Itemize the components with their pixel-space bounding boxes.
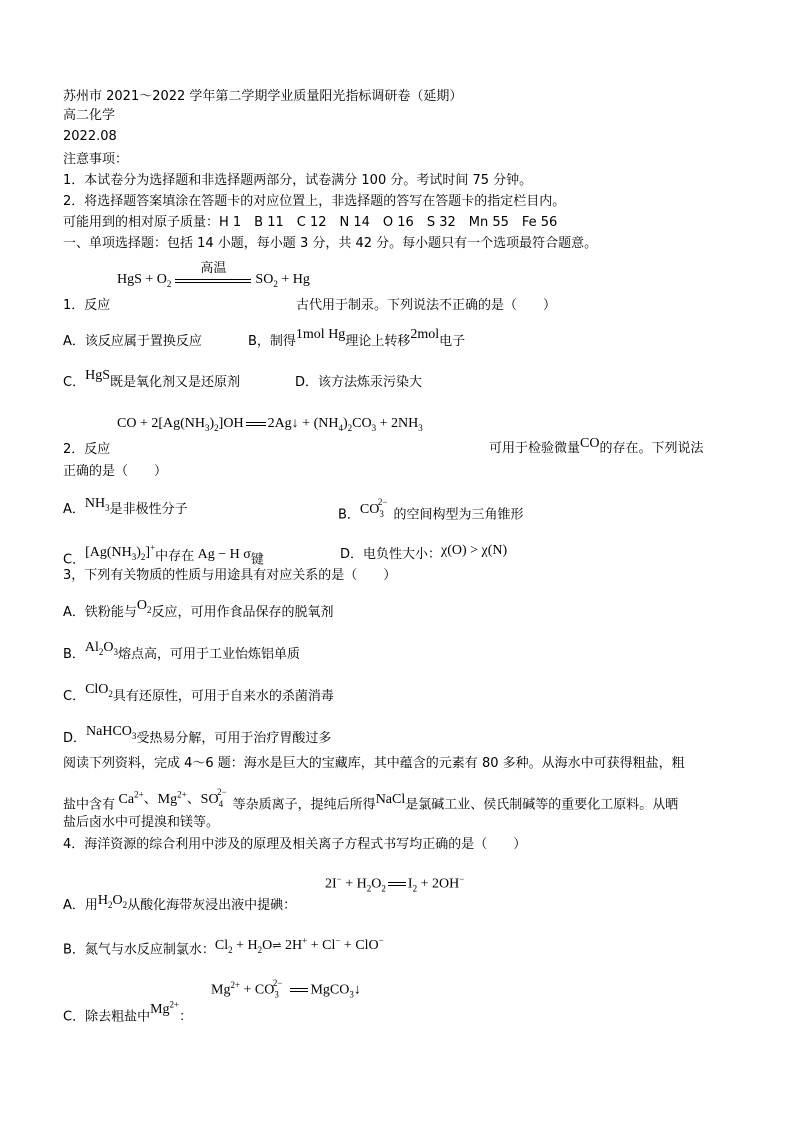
notes-heading: 注意事项： [63,152,129,167]
q4-c-equation: $Mg^{2+} + CO_3^{2-}$ MgCO$_3$↓ [211,978,361,1000]
q3-option-a: A．铁粉能与$O_2$反应，可用作食品保存的脱氧剂 [63,598,334,620]
q2-option-b-text2: 的空间构型为三角锥形 [393,507,524,523]
q3-option-a-text2: 反应，可用作食品保存的脱氧剂 [151,605,334,620]
q2-option-a-text1: A． [63,502,85,517]
q4-option-a-text1: A．用 [63,898,98,913]
q1-option-b-text2: 理论上转移 [345,334,411,349]
reading-line-3: 盐后卤水中可提溴和镁等。 [63,815,220,830]
note-item-1: 1．本试卷分为选择题和非选择题两部分，试卷满分 100 分。考试时间 75 分钟。 [63,173,533,188]
q1-option-b-text3: 电子 [439,334,466,349]
section-1-heading: 一、单项选择题：包括 14 小题，每小题 3 分，共 42 分。每小题只有一个选项最符合题意。 [63,236,598,251]
q2-option-b: B．$CO_3^{2-}$的空间构型为三角锥形 [338,497,524,523]
q1-option-b: B，制得1mol Hg理论上转移2mol电子 [248,327,466,349]
q3-option-d-text1: D． [63,731,87,746]
q3-option-a-text1: A．铁粉能与 [63,605,137,620]
q1-option-b-text1: B，制得 [248,334,296,349]
q2-option-d: D．电负性大小：χ(O) > χ(N) [340,543,508,562]
q2-option-c-text1: C． [63,552,86,568]
q1-condition: 高温 [200,261,227,276]
q4-stem: 4．海洋资源的综合利用中涉及的原理及相关离子方程式书写均正确的是（ ） [63,837,527,852]
q1-option-c-text1: C． [63,375,86,390]
atomic-masses: 可能用到的相对原子质量：H 1 B 11 C 12 N 14 O 16 S 32 Mn 55 Fe 56 [63,215,558,230]
q1-stem-b: 古代用于制汞。下列说法不正确的是（ ） [296,298,557,313]
q2-stem-c-text: 的存在。下列说法 [599,441,704,456]
reading-line-2-text1: 盐中含有 [63,797,116,813]
q3-option-b-text2: 熔点高，可用于工业怡炼铝单质 [118,647,301,662]
paper-title: 苏州市 2021～2022 学年第二学期学业质量阳光指标调研卷（延期） [63,89,463,104]
reading-line-2-text3: 是氯碱工业、侯氏制碱等的重要化工原料。从晒 [405,797,679,813]
q4-option-c: C．除去粗盐中$Mg^{2+}$： [63,999,193,1025]
q2-stem-d: 正确的是（ ） [63,464,168,479]
reading-line-2: 盐中含有 $Ca^{2+}$、$Mg^{2+}$、$SO_4^{2-}$等杂质离子，提纯后所得NaCl是氯碱工业、侯氏制碱等的重要化工原料。从晒 [63,787,679,813]
q3-stem: 3，下列有关物质的性质与用途具有对应关系的是（ ） [63,568,397,583]
exam-date: 2022.08 [63,129,117,144]
q3-option-d-text2: 受热易分解，可用于治疗胃酸过多 [136,731,332,746]
q1-option-d: D．该方法炼汞污染大 [295,375,423,390]
q4-option-b: B．氮气与水反应制氯水：$Cl_2$ + $H_2O\rightleftharpoons$ 2H+ + Cl− + ClO− [63,935,384,958]
q4-option-a-text2: 从酸化海带灰浸出液中提碘： [127,898,297,913]
reading-line-2-text2: 等杂质离子，提纯后所得 [232,797,376,813]
q4-a-equation: $2I^- + H_2O_2$ $I_2 + 2OH^-$ [325,874,465,894]
q3-option-d: D．NaHCO$_3$受热易分解，可用于治疗胃酸过多 [63,724,332,746]
q4-option-b-text: B．氮气与水反应制氯水： [63,942,215,958]
reading-line-1: 阅读下列资料，完成 4～6 题：海水是巨大的宝藏库，其中蕴含的元素有 80 多种。从海水中可获得粗盐，粗 [63,756,685,771]
q3-option-c: C．ClO$_2$具有还原性，可用于自来水的杀菌消毒 [63,682,334,704]
q2-option-c: C．$[Ag(NH_3)_2]^+$中存在 Ag − H σ键 [63,542,264,568]
q3-option-b: B．$Al_2O_3$熔点高，可用于工业怡炼铝单质 [63,640,301,662]
q2-option-b-text1: B． [338,507,360,523]
q1-option-c: C．HgS既是氧化剂又是还原剂 [63,368,240,390]
q2-option-c-text2: 中存在 [155,548,195,564]
q2-option-a-text2: 是非极性分子 [109,502,188,517]
q4-option-a: A．用$H_2O_2$从酸化海带灰浸出液中提碘： [63,893,297,913]
q1-option-a: A．该反应属于置换反应 [63,334,202,349]
q2-stem-b: 可用于检验微量CO的存在。下列说法 [489,436,704,456]
q2-option-c-text3: 键 [250,552,264,568]
q2-option-d-text: D．电负性大小： [340,547,442,562]
q2-option-a: A．$NH_3$是非极性分子 [63,496,188,517]
subject-label: 高二化学 [63,108,116,123]
q2-stem-a: 2．反应 [63,442,111,457]
note-item-2: 2．将选择题答案填涂在答题卡的对应位置上，非选择题的答写在答题卡的指定栏目内。 [63,194,566,209]
q2-equation: CO + $2[Ag(NH_3)_2]OH$ 2Ag↓ + $(NH_4)_2CO_3 + 2NH_3$ [117,416,423,433]
q3-option-b-text1: B． [63,647,85,662]
q4-option-c-text2: ： [179,1009,193,1025]
q1-stem-a: 1．反应 [63,298,111,313]
q2-stem-b-text: 可用于检验微量 [489,441,581,456]
q4-option-c-text1: C．除去粗盐中 [63,1009,151,1025]
q1-equation: HgS + $O_2$ 高温 $SO_2 + Hg$ [117,271,310,289]
q1-option-c-text2: 既是氧化剂又是还原剂 [109,375,240,390]
q3-option-c-text1: C． [63,689,86,704]
q3-option-c-text2: 具有还原性，可用于自来水的杀菌消毒 [112,689,334,704]
